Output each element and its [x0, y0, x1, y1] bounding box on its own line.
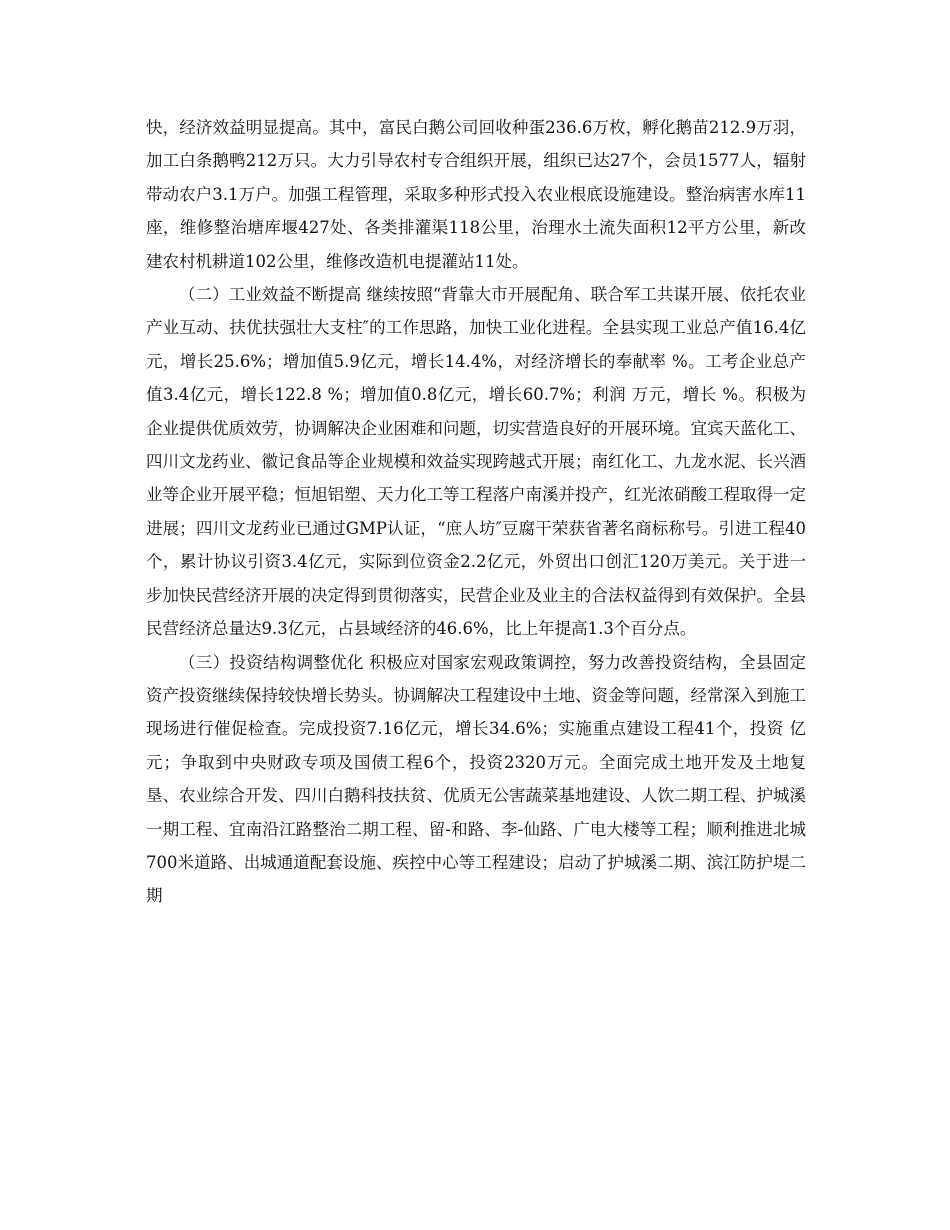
document-body — [146, 111, 806, 913]
paragraph-investment: （三）投资结构调整优化 积极应对国家宏观政策调控，努力改善投资结构，全县固定资产投资继续保持较快增长势头。协调解决工程建设中土地、资金等问题，经常深入到施工现场进行催促检查。完成投资7.16亿元，增长34.6%；实施重点建设工程41个，投资 亿元；争取到中央财政专项及国债工程6个，投资2320万元。全面完成土地开发及土地复垦、农业综合开发、四川白鹅科技扶贫、优质无公害蔬菜基地建设、人饮二期工程、护城溪一期工程、宜南沿江路整治二期工程、留-和路、李-仙路、广电大楼等工程；顺利推进北城700米道路、出城通道配套设施、疾控中心等工程建设；启动了护城溪二期、滨江防护堤二期 — [146, 652, 806, 906]
paragraph-industry: （二）工业效益不断提高 继续按照“背靠大市开展配角、联合军工共谋开展、依托农业产业互动、扶优扶强壮大支柱″的工作思路，加快工业化进程。全县实现工业总产值16.4亿元，增长25.6%；增加值5.9亿元，增长14.4%，对经济增长的奉献率 %。工考企业总产值3.4亿元，增长122.8 %；增加值0.8亿元，增长60.7%；利润 万元，增长 %。积极为企业提供优质效劳，协调解决企业困难和问题，切实营造良好的开展环境。宜宾天蓝化工、四川文龙药业、徽记食品等企业规模和效益实现跨越式开展；南红化工、九龙水泥、长兴酒业等企业开展平稳；恒旭铝塑、天力化工等工程落户南溪并投产，红光浓硝酸工程取得一定进展；四川文龙药业已通过GMP认证，“庶人坊″豆腐干荣获省著名商标称号。引进工程40个，累计协议引资3.4亿元，实际到位资金2.2亿元，外贸出口创汇120万美元。关于进一步加快民营经济开展的决定得到贯彻落实，民营企业及业主的合法权益得到有效保护。全县民营经济总量达9.3亿元，占县域经济的46.6%，比上年提高1.3个百分点。 — [146, 285, 806, 639]
paragraph-agriculture-continued: 快，经济效益明显提高。其中，富民白鹅公司回收种蛋236.6万枚，孵化鹅苗212.9万羽，加工白条鹅鸭212万只。大力引导农村专合组织开展，组织已达27个，会员1577人，辐射带动农户3.1万户。加强工程管理，采取多种形式投入农业根底设施建设。整治病害水库11座，维修整治塘库堰427处、各类排灌渠118公里，治理水土流失面积12平方公里，新改建农村机耕道102公里，维修改造机电提灌站11处。 — [146, 118, 806, 271]
